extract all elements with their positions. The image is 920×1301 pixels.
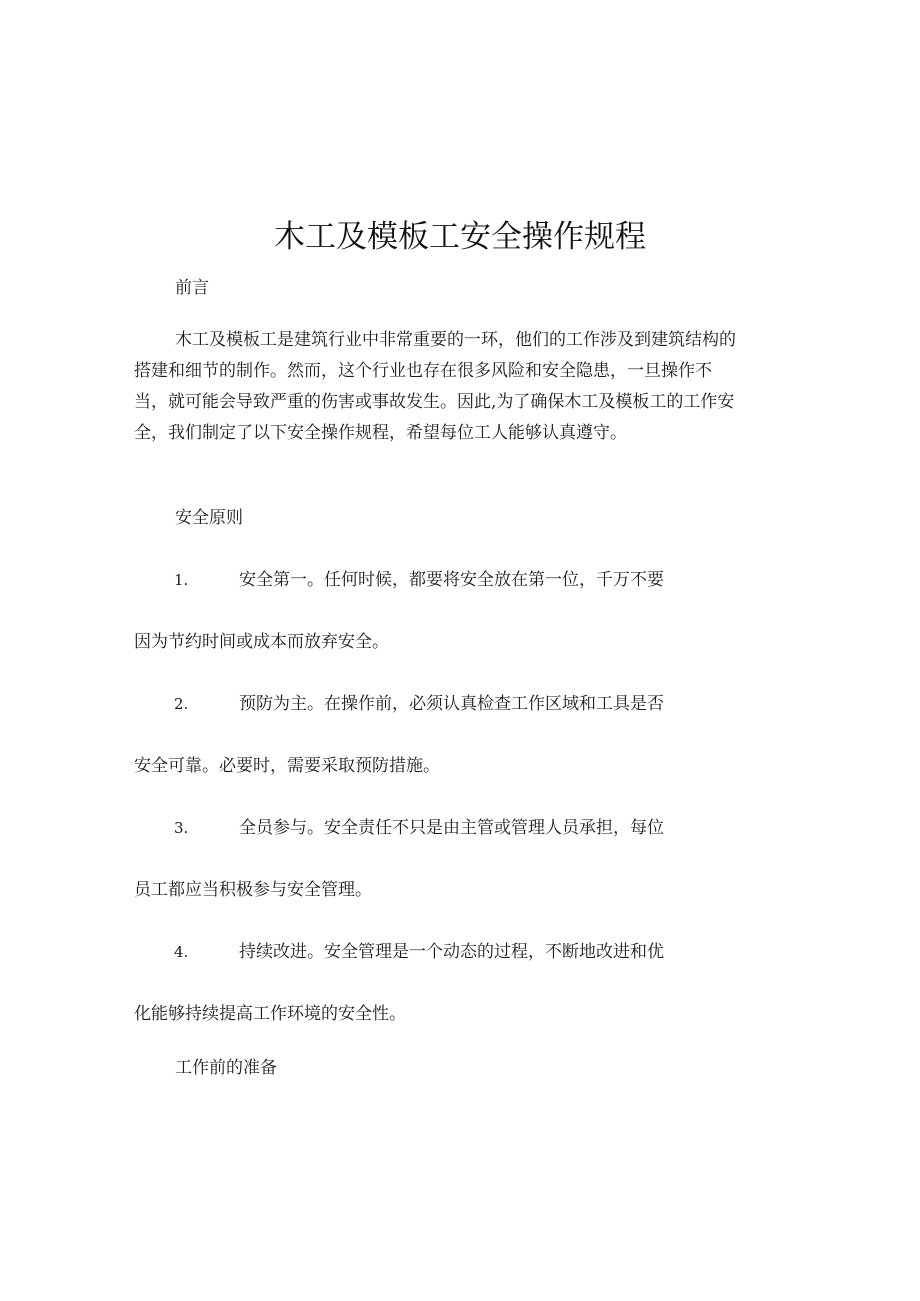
document-title: 木工及模板工安全操作规程 bbox=[274, 219, 646, 255]
preface-paragraph bbox=[134, 325, 796, 449]
list-item-text: 预防为主。在操作前，必须认真检查工作区域和工具是否 bbox=[239, 694, 664, 714]
list-item-number: 1. bbox=[174, 571, 189, 589]
list-item-number: 3. bbox=[174, 819, 189, 837]
list-item-text: 全员参与。安全责任不只是由主管或管理人员承担，每位 bbox=[239, 818, 664, 838]
list-item-continuation: 员工都应当积极参与安全管理。 bbox=[134, 880, 372, 900]
paragraph-line: 搭建和细节的制作。然而，这个行业也存在很多风险和安全隐患，一旦操作不 bbox=[134, 361, 712, 381]
section-heading-principles: 安全原则 bbox=[175, 508, 243, 528]
list-item-continuation: 化能够持续提高工作环境的安全性。 bbox=[134, 1004, 406, 1024]
list-item-text: 持续改进。安全管理是一个动态的过程，不断地改进和优 bbox=[239, 942, 664, 962]
paragraph-line: 全，我们制定了以下安全操作规程，希望每位工人能够认真遵守。 bbox=[134, 423, 627, 443]
section-heading-preparation: 工作前的准备 bbox=[175, 1058, 277, 1078]
list-item-text: 安全第一。任何时候，都要将安全放在第一位，千万不要 bbox=[239, 570, 664, 590]
paragraph-line: 木工及模板工是建筑行业中非常重要的一环，他们的工作涉及到建筑结构的 bbox=[175, 330, 736, 350]
section-heading-preface: 前言 bbox=[175, 278, 209, 298]
list-item-continuation: 安全可靠。必要时，需要采取预防措施。 bbox=[134, 756, 440, 776]
list-item-number: 4. bbox=[174, 943, 189, 961]
list-item-continuation: 因为节约时间或成本而放弃安全。 bbox=[134, 632, 389, 652]
paragraph-line: 当，就可能会导致严重的伤害或事故发生。因此,为了确保木工及模板工的工作安 bbox=[134, 392, 735, 412]
list-item-number: 2. bbox=[174, 695, 189, 713]
